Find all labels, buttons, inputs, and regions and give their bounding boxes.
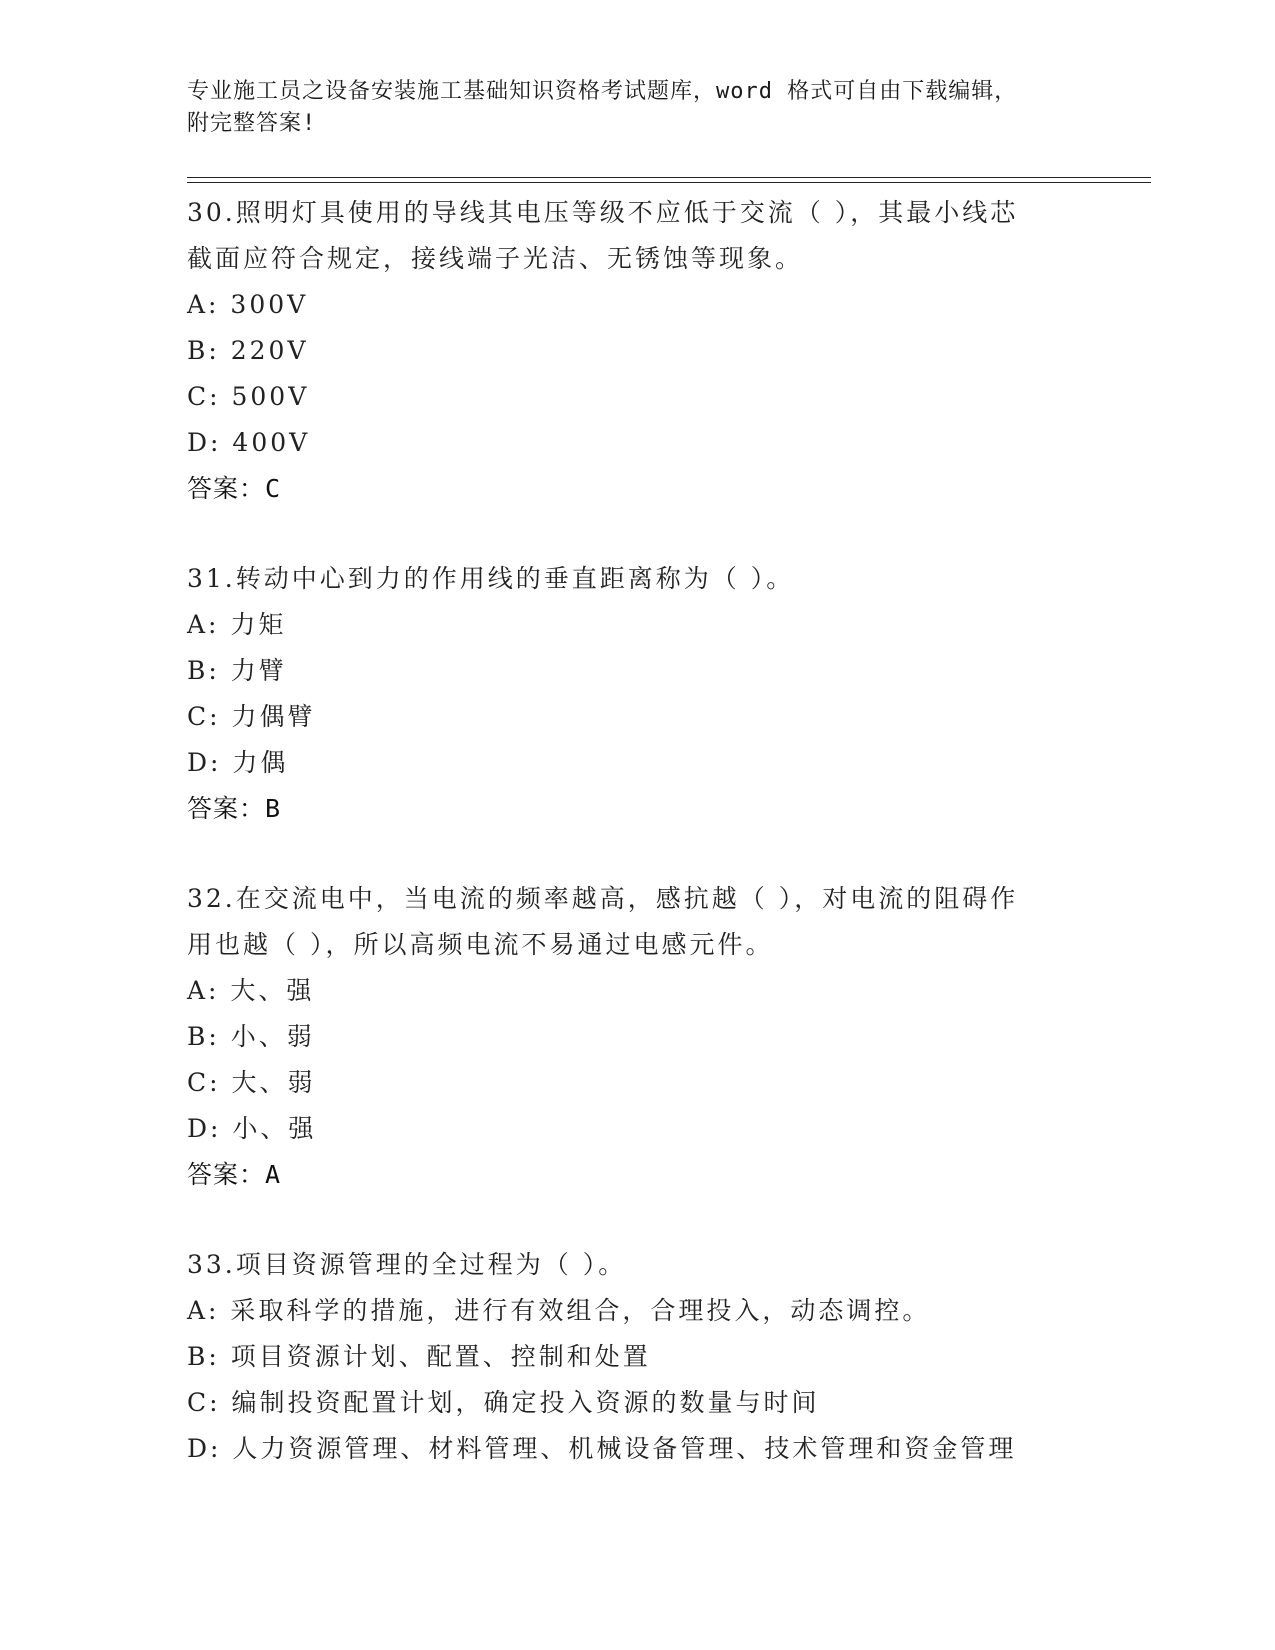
answer-text: 答案：C <box>187 474 282 503</box>
option-c: C: 500V <box>187 382 310 411</box>
header-line-2: 附完整答案! <box>187 111 317 136</box>
document-header <box>187 76 1067 140</box>
header-line-1: 专业施工员之设备安装施工基础知识资格考试题库，word 格式可自由下载编辑， <box>187 79 1018 104</box>
option-b: B: 小、弱 <box>187 1022 315 1051</box>
question-text-line: 用也越（ ），所以高频电流不易通过电感元件。 <box>187 930 774 959</box>
option-b: B: 项目资源计划、配置、控制和处置 <box>187 1342 651 1371</box>
option-c: C: 力偶臂 <box>187 702 316 731</box>
option-a: A: 采取科学的措施，进行有效组合，合理投入，动态调控。 <box>187 1296 931 1325</box>
option-c: C: 大、弱 <box>187 1068 316 1097</box>
option-d: D: 人力资源管理、材料管理、机械设备管理、技术管理和资金管理 <box>187 1434 1017 1463</box>
answer-text: 答案：B <box>187 794 282 823</box>
question-32 <box>187 876 1087 1198</box>
option-b: B: 力臂 <box>187 656 287 685</box>
option-a: A: 大、强 <box>187 976 315 1005</box>
option-b: B: 220V <box>187 336 309 365</box>
header-divider-top <box>187 177 1151 178</box>
question-list <box>187 190 1087 1516</box>
question-33 <box>187 1242 1087 1472</box>
question-text-line: 33.项目资源管理的全过程为（ ）。 <box>187 1250 627 1279</box>
question-text-line: 32.在交流电中，当电流的频率越高，感抗越（ ），对电流的阻碍作 <box>187 884 1019 913</box>
question-text-line: 31.转动中心到力的作用线的垂直距离称为（ ）。 <box>187 564 795 593</box>
option-c: C: 编制投资配置计划，确定投入资源的数量与时间 <box>187 1388 820 1417</box>
question-31 <box>187 556 1087 832</box>
option-d: D: 力偶 <box>187 748 289 777</box>
option-d: D: 小、强 <box>187 1114 317 1143</box>
option-a: A: 力矩 <box>187 610 287 639</box>
question-text-line: 截面应符合规定，接线端子光洁、无锈蚀等现象。 <box>187 244 804 273</box>
question-text-line: 30.照明灯具使用的导线其电压等级不应低于交流（ ），其最小线芯 <box>187 198 1019 227</box>
answer-text: 答案：A <box>187 1160 282 1189</box>
option-a: A: 300V <box>187 290 309 319</box>
question-30 <box>187 190 1087 512</box>
option-d: D: 400V <box>187 428 311 457</box>
header-divider-bottom <box>187 182 1151 183</box>
